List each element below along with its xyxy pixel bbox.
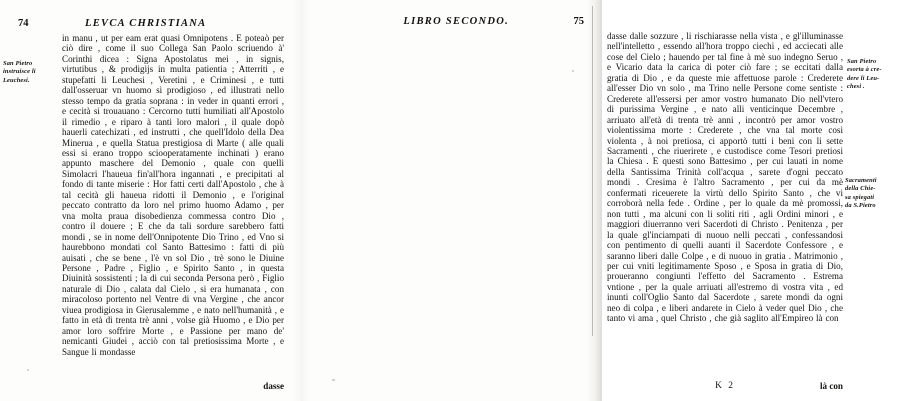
- recto-note-2-line-4: da S.Pietro: [845, 201, 876, 209]
- recto-page: [301, 0, 882, 401]
- verso-note-1-line-1: San Pietro: [3, 60, 33, 67]
- verso-marginal-note-1: [3, 60, 61, 85]
- verso-note-1-line-2: instruisce li: [3, 68, 36, 76]
- recto-marginal-note-2: [845, 177, 903, 210]
- recto-note-2-line-2: della Chie-: [845, 185, 876, 193]
- verso-note-1-line-3: Leuchesi.: [3, 76, 30, 84]
- recto-catchword: là con: [820, 381, 843, 391]
- recto-text-block: [607, 31, 843, 324]
- recto-note-1-line-2: esorta à cre-: [847, 66, 882, 74]
- recto-folio-number: 75: [573, 16, 584, 27]
- recto-note-2-line-1: Sacramenti: [845, 177, 877, 184]
- recto-note-2-line-3: sa spiegati: [845, 193, 875, 201]
- recto-note-1-line-3: dere li Leu-: [847, 74, 880, 82]
- verso-page: [0, 0, 301, 401]
- verso-text-block: [62, 33, 284, 357]
- verso-catchword: dasse: [263, 381, 284, 391]
- recto-note-1-line-4: chesi .: [847, 82, 865, 90]
- recto-signature-mark: K 2: [715, 381, 735, 391]
- verso-body-text: in manu , ut per eam erat quasi Omnipotens . E poteaò per ciò dire , come il suo Collega San Paolo scriuendo à' Corinthi dicea : Signa Apostolatus mei , in signis, virtutibus , & prodigijs in multa patientia ; Atterriti , e stupefatti li Leuchesi , Veretini , e Criminesi , e tutti dall'osseruar vn huomo sì prodigioso , ed illustrati nello stesso tempo da gratia soprana : in veder in quanti errori , e cecità si trouauano : Cercorno tutti humiliati all'Apostolo il rimedio , e riparo à tanti loro malori , il quale dopò hauerli catechizati , ed instrutti , che quell'Idolo della Dea Minerua , e quella Statua prestigiosa di Marte ( alle quali essi si erano troppo sciooperatamente inchinati ) erano appunto maschere del Demonio , quale con quelli Simolacri l'haueua fin'all'hora ingannati , e precipitati al fondo di tante miserie : Hor fatti certi dall'Apostolo , che à tal cecità gli haueua ridotti il Demonio , e l'original peccato contratto da loro nel primo huomo Adamo , per vna molta praua disobedienza commessa contro Dio , contro il douere ; E che da tali sordure sarebbero fatti mondi , se in nome dell'Onnipotente Dio Trino , ed Vno si haurebbono mondati col Santo Battesimo : fatti di più auisati , che se bene , l'è vn sol Dio , trè sono le Diuine Persone , Padre , Figlio , e Spirito Santo , in questa Diuinità sossistenti ; la di cui seconda Persona però , Figlio naturale di Dio , calata dal Cielo , si era humanata , con miracoloso portento nel Ventre di vna Vergine , che ancor viuea prodigiosa in Gierusalemme , e nato nell'humanità , e fatto in età di trenta trè anni , volse già Huomo , e Dio per amor loro soffrire Morte , e Passione per mano de' nemicanti Giudei , acciò con tal pretiosissima Morte , e Sangue li mondasse: [62, 33, 284, 357]
- verso-running-head: [0, 18, 301, 34]
- recto-body-text: dasse dalle sozzure , li rischiarasse nella vista , e gl'illuminasse nell'intelletto , essendo all'hora troppo ciechi , ed acciecati alle cose del Cielo ; hauendo per tal fine à mè suo indegno Seruo , e Vicario data la carica di poter ciò fare ; se eccitati dalla gratia di Dio , e da queste mie affettuose parole : Crederete all'esser Dio vn solo , ma Trino nelle Persone come sentiste : Crederete all'essersi per amor vostro humanato Dio nell'vtero di purissima Vergine , e nato alli venticinque Decembre , arriuato all'età di trenta trè anni , incontrò per amor vostro violentissima morte : Crederete , che vna tal morte così violenta , à noi pretiosa, ci apportò tutti i beni con li sette Sacramenti , che riuerirete , e custodisce come Tesori pretiosi la Chiesa . E questi sono Battesimo , per cui lauati in nome della Santissima Trinità coll'acqua , sarete d'ogni peccato mondi . Cresima è l'altro Sacramento , per cui da mè confermati riceuerete la virtù dello Spirito Santo , che vi corroborà nella fede . Ordine , per lo quale da mè promossi, non tutti , ma alcuni con li soliti riti , agli Ordini minori , e maggiori diuerranno veri Sacerdoti di Christo . Penitenza , per la quale gl'inciampati di nuouo nelli peccati , confessandosi con pentimento di quelli auanti il Sacerdote Confessore , e saranno liberi dalle Colpe , e di nuouo in gratia . Matrimonio , per cui vniti legitimamente Sposo , e Sposa in gratia di Dio, proueranno congiunti l'effetto del Sacramento . Estrema vntione , per la quale arriuati all'estremo di vostra vita , ed inunti coll'Oglio Santo dal Sacerdote , sarete mondi da ogni neo di colpa , e liberi andarete in Cielo à veder quel Dio , che tanto vi ama , quel Christo , che già saglito all'Empireo là con: [607, 31, 843, 324]
- verso-folio-number: 74: [18, 18, 29, 29]
- verso-running-title: LEVCA CHRISTIANA: [85, 18, 207, 29]
- recto-marginal-note-1: [847, 58, 903, 91]
- recto-running-title: LIBRO SECONDO.: [403, 16, 510, 27]
- recto-running-head: [301, 16, 602, 32]
- recto-note-1-line-1: San Pietro: [847, 58, 877, 65]
